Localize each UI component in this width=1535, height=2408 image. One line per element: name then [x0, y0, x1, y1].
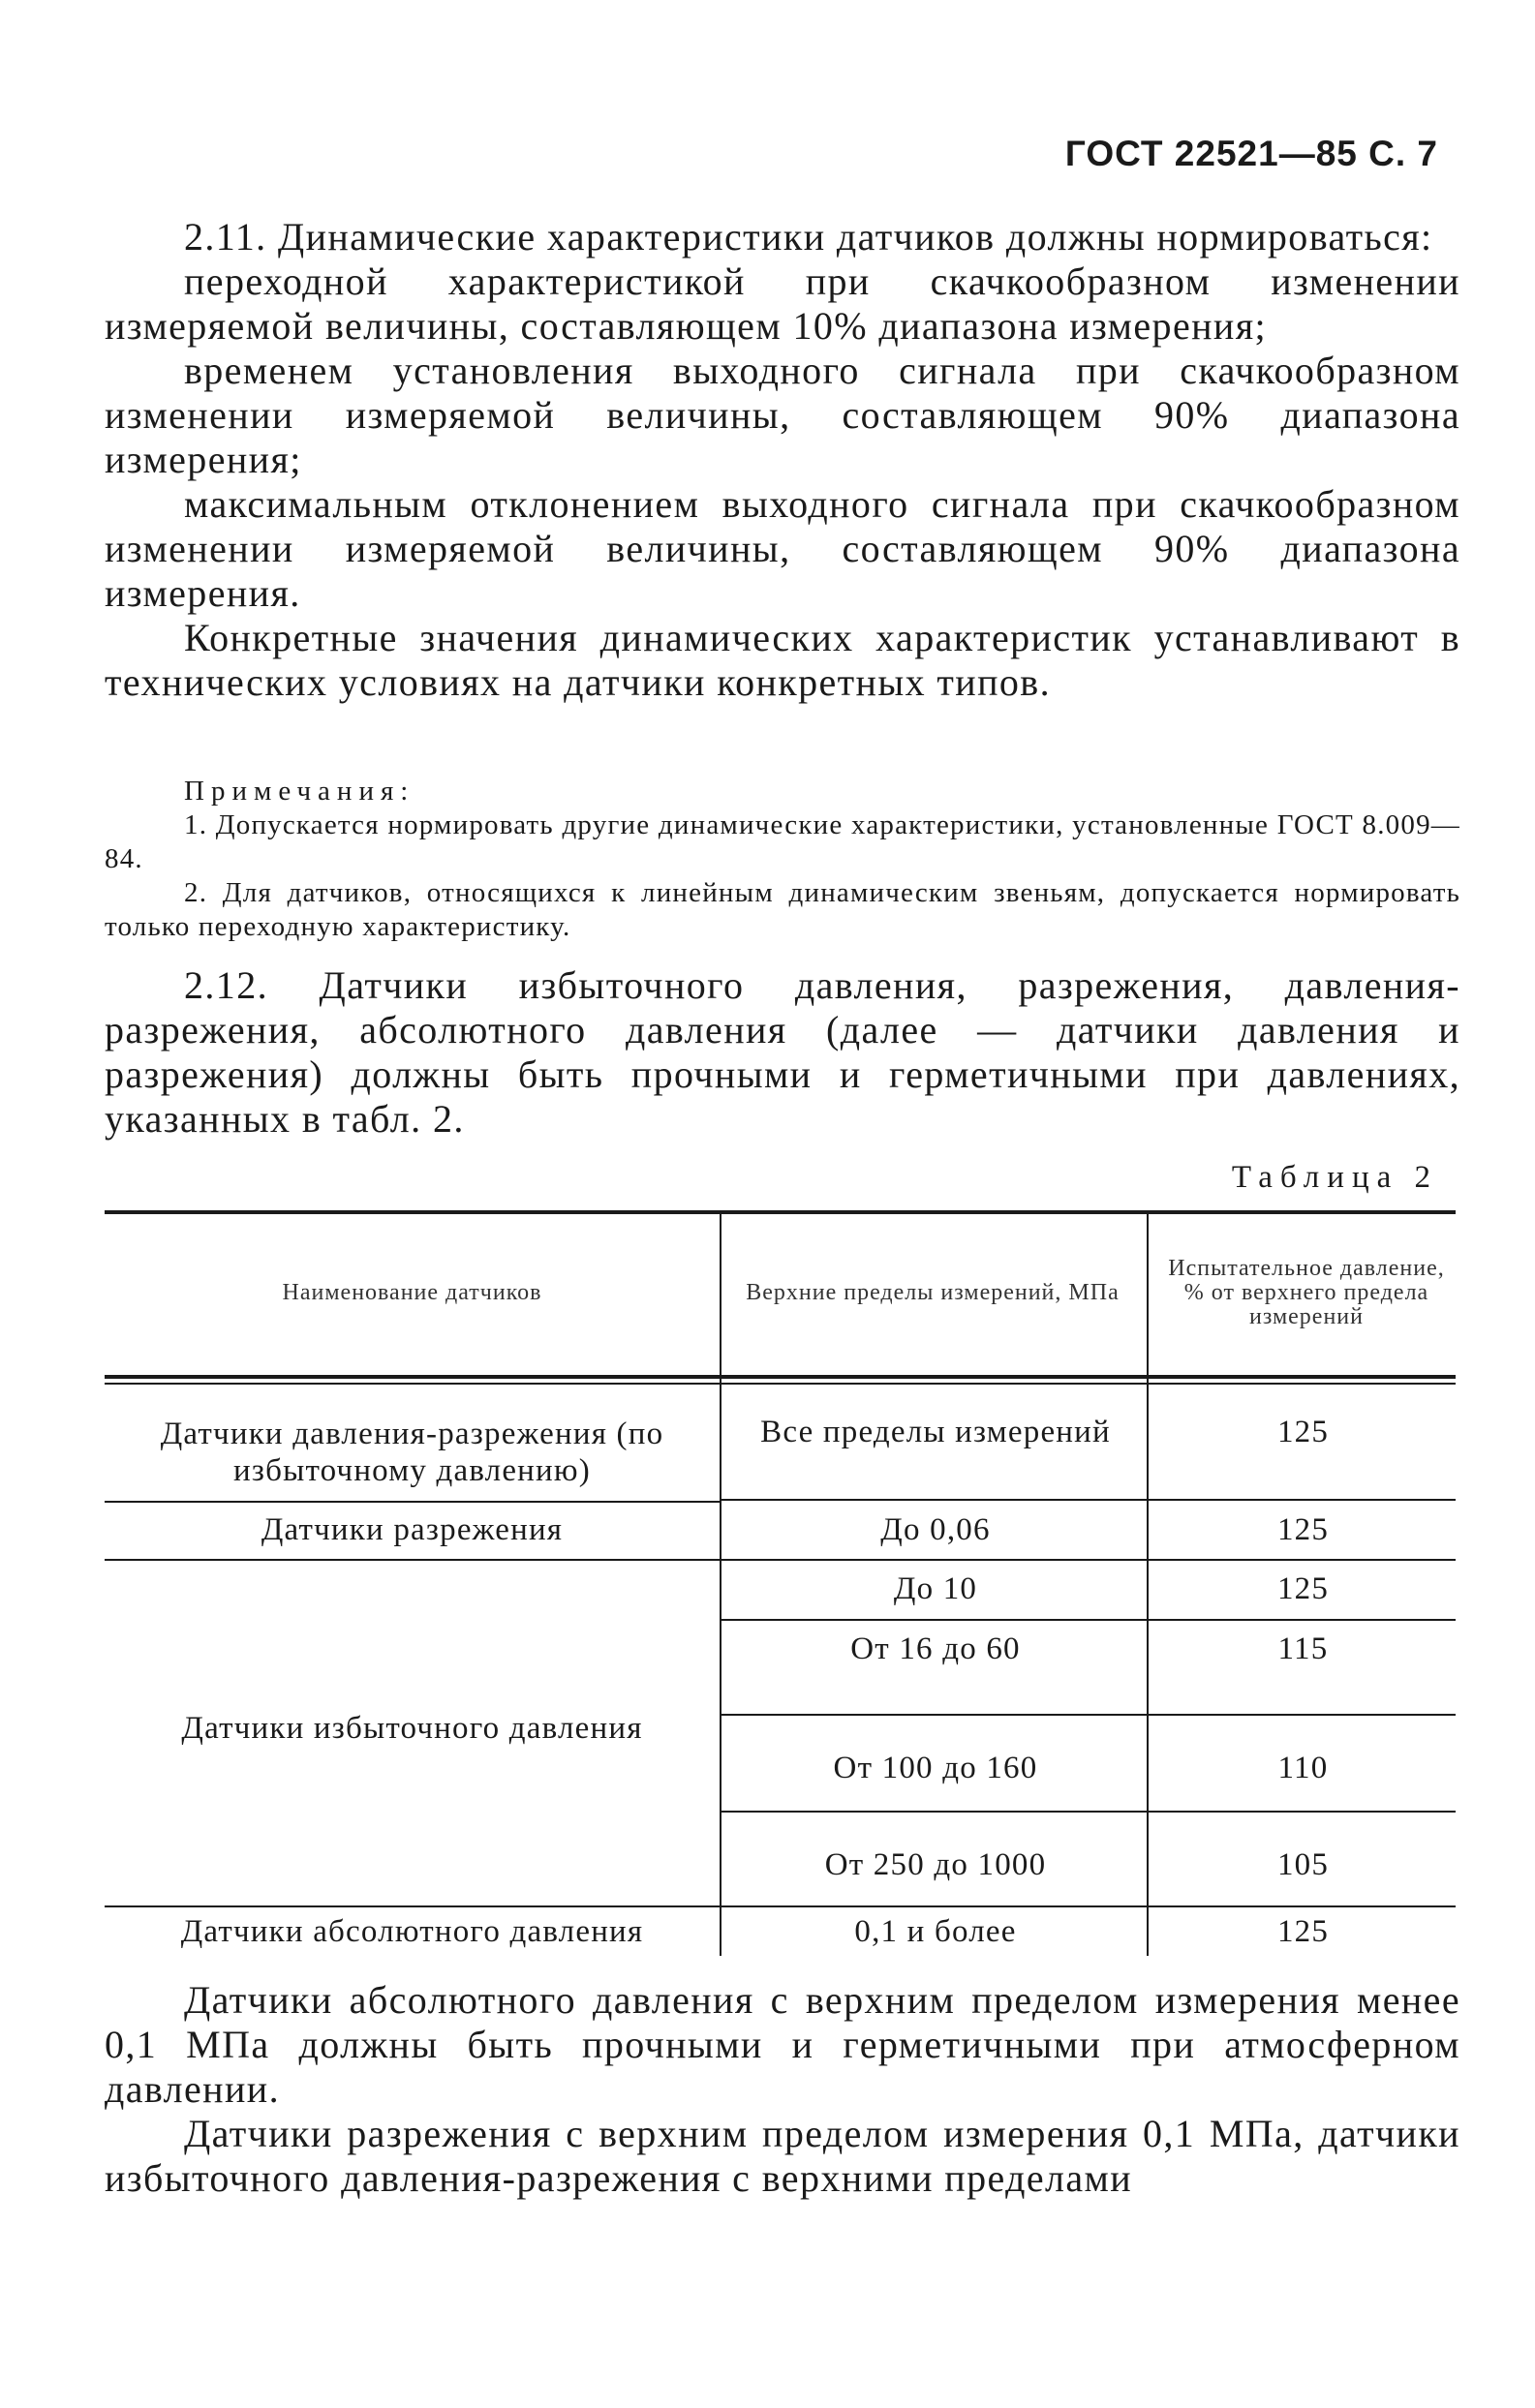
notes-block: [105, 775, 1460, 944]
row-1-name: Датчики давления-разрежения (по избыточному давлению): [160, 1417, 664, 1488]
row-5-test: 110: [1277, 1751, 1329, 1785]
paragraph-2-12: 2.12. Датчики избыточного давления, разрежения, давления-разрежения, абсолютного давления (далее — датчики давления и разрежения) должны быть прочными и герметичными при давлениях, указанных в табл. 2.: [105, 963, 1460, 1141]
paragraph-max-deviation: максимальным отклонением выходного сигнала при скачкообразном изменении измеряемой величины, составляющем 90% диапазона измерения.: [105, 482, 1460, 615]
row-4-test: 115: [1277, 1631, 1329, 1666]
row-7-test: 125: [1276, 1914, 1330, 1949]
section-2-11: [105, 215, 1460, 705]
after-table-text: [105, 1978, 1460, 2201]
note-1: 1. Допускается нормировать другие динамические характеристики, установленные ГОСТ 8.009—84.: [105, 809, 1460, 874]
row-4-limits: От 16 до 60: [850, 1631, 1021, 1666]
row-1-test: 125: [1276, 1415, 1330, 1449]
row-7-name: Датчики абсолютного давления: [180, 1914, 644, 1949]
note-2: 2. Для датчиков, относящихся к линейным динамическим звеньям, допускается нормировать только переходную характеристику.: [105, 877, 1460, 942]
row-6-limits: От 250 до 1000: [824, 1847, 1047, 1882]
row-3-test: 125: [1276, 1571, 1330, 1606]
header-bottom-rule: [105, 1375, 1456, 1379]
row-5-rule: [721, 1811, 1456, 1813]
row-7-limits: 0,1 и более: [854, 1914, 1017, 1949]
header-bottom-rule-2: [105, 1383, 1456, 1385]
row-2-test: 125: [1276, 1512, 1330, 1547]
row-1-limits: Все пределы измерений: [760, 1415, 1111, 1449]
row-3-limits: До 10: [893, 1571, 978, 1606]
paragraph-2-11-intro: 2.11. Динамические характеристики датчиков должны нормироваться:: [184, 215, 1433, 259]
page-header: ГОСТ 22521—85 С. 7: [1064, 134, 1438, 173]
paragraph-absolute-pressure: Датчики абсолютного давления с верхним пределом измерения менее 0,1 МПа должны быть прочными и герметичными при атмосферном давлении.: [105, 1978, 1460, 2111]
notes-title: Примечания:: [184, 776, 415, 807]
row-3-name: Датчики избыточного давления: [181, 1711, 643, 1746]
column-divider-2: [1147, 1210, 1149, 1956]
row-6-test: 105: [1276, 1847, 1330, 1882]
row-5-limits: От 100 до 160: [833, 1751, 1038, 1785]
row-2-name: Датчики разрежения: [261, 1512, 564, 1547]
table-2: [105, 1210, 1456, 1956]
header-name: Наименование датчиков: [282, 1279, 542, 1305]
paragraph-specific-values: Конкретные значения динамических характеристик устанавливают в технических условиях на датчики конкретных типов.: [105, 616, 1460, 704]
header-test-pressure: Испытательное давление, % от верхнего предела измерений: [1168, 1255, 1445, 1329]
section-2-12: [105, 963, 1460, 1142]
header-limits: Верхние пределы измерений, МПа: [746, 1279, 1120, 1305]
column-divider-1: [720, 1210, 721, 1956]
paragraph-transient-response: переходной характеристикой при скачкообразном изменении измеряемой величины, составляющем 10% диапазона измерения;: [105, 259, 1460, 348]
paragraph-settling-time: временем установления выходного сигнала при скачкообразном изменении измеряемой величины, составляющем 90% диапазона измерения;: [105, 349, 1460, 481]
row-2-limits: До 0,06: [880, 1512, 991, 1547]
row-4-rule: [721, 1714, 1456, 1716]
table-caption: Таблица 2: [1231, 1160, 1438, 1195]
paragraph-vacuum: Датчики разрежения с верхним пределом измерения 0,1 МПа, датчики избыточного давления-разрежения с верхними пределами: [105, 2112, 1460, 2200]
